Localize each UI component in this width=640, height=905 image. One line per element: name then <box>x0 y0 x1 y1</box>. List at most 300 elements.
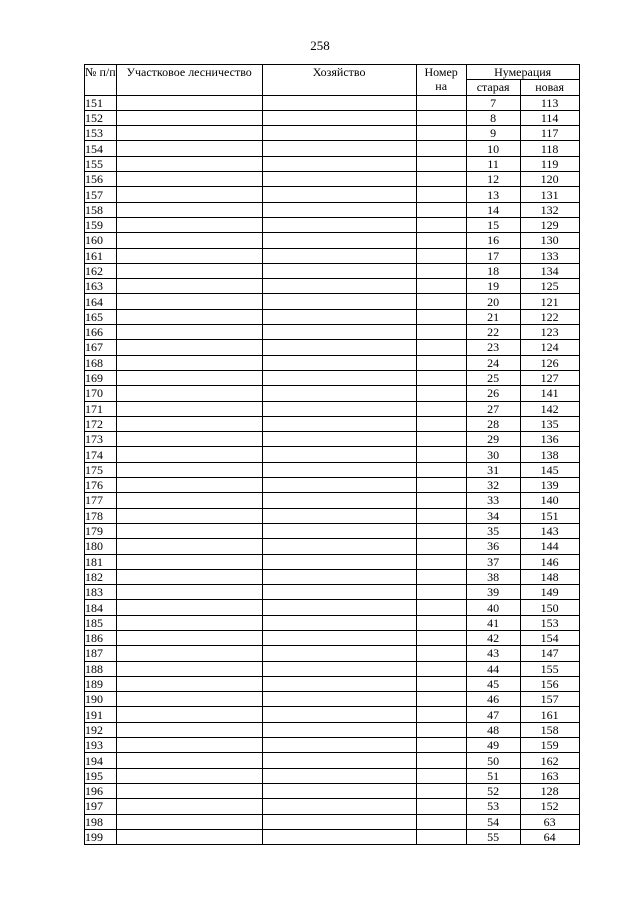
cell-farm <box>262 569 416 584</box>
cell-old-number: 32 <box>466 478 520 493</box>
cell-new-number: 150 <box>520 600 579 615</box>
cell-farm <box>262 768 416 783</box>
table-row <box>85 416 580 431</box>
table-row <box>85 187 580 202</box>
cell-row-number: 159 <box>85 217 117 232</box>
cell-number <box>416 95 466 110</box>
cell-forestry <box>116 141 262 156</box>
cell-farm <box>262 676 416 691</box>
cell-farm <box>262 401 416 416</box>
cell-old-number: 8 <box>466 110 520 125</box>
cell-row-number: 179 <box>85 523 117 538</box>
cell-new-number: 157 <box>520 692 579 707</box>
table-row <box>85 309 580 324</box>
cell-old-number: 15 <box>466 217 520 232</box>
cell-forestry <box>116 783 262 798</box>
table-row <box>85 462 580 477</box>
table-row <box>85 110 580 125</box>
table-row <box>85 432 580 447</box>
cell-farm <box>262 493 416 508</box>
cell-new-number: 163 <box>520 768 579 783</box>
cell-forestry <box>116 554 262 569</box>
cell-new-number: 131 <box>520 187 579 202</box>
header-forestry: Участковое лесничество <box>116 65 262 96</box>
numbering-table <box>84 64 580 845</box>
cell-farm <box>262 217 416 232</box>
cell-farm <box>262 263 416 278</box>
cell-forestry <box>116 707 262 722</box>
cell-row-number: 195 <box>85 768 117 783</box>
cell-forestry <box>116 95 262 110</box>
table-row <box>85 325 580 340</box>
cell-row-number: 185 <box>85 615 117 630</box>
cell-number <box>416 325 466 340</box>
cell-row-number: 165 <box>85 309 117 324</box>
cell-number <box>416 447 466 462</box>
cell-old-number: 37 <box>466 554 520 569</box>
header-farm: Хозяйство <box>262 65 416 96</box>
cell-new-number: 153 <box>520 615 579 630</box>
cell-new-number: 151 <box>520 508 579 523</box>
cell-old-number: 31 <box>466 462 520 477</box>
cell-row-number: 199 <box>85 829 117 844</box>
cell-number <box>416 279 466 294</box>
cell-number <box>416 768 466 783</box>
table-row <box>85 646 580 661</box>
cell-row-number: 183 <box>85 585 117 600</box>
table-row <box>85 692 580 707</box>
table-row <box>85 829 580 844</box>
cell-old-number: 46 <box>466 692 520 707</box>
header-new: новая <box>520 80 579 95</box>
cell-farm <box>262 707 416 722</box>
table-row <box>85 768 580 783</box>
table-row <box>85 401 580 416</box>
cell-farm <box>262 248 416 263</box>
cell-forestry <box>116 753 262 768</box>
cell-forestry <box>116 447 262 462</box>
cell-row-number: 153 <box>85 126 117 141</box>
cell-row-number: 175 <box>85 462 117 477</box>
cell-new-number: 122 <box>520 309 579 324</box>
cell-farm <box>262 416 416 431</box>
cell-number <box>416 294 466 309</box>
table-row <box>85 630 580 645</box>
cell-new-number: 154 <box>520 630 579 645</box>
cell-new-number: 146 <box>520 554 579 569</box>
cell-number <box>416 600 466 615</box>
table-row <box>85 554 580 569</box>
cell-row-number: 168 <box>85 355 117 370</box>
cell-new-number: 145 <box>520 462 579 477</box>
cell-old-number: 51 <box>466 768 520 783</box>
cell-row-number: 181 <box>85 554 117 569</box>
cell-new-number: 127 <box>520 370 579 385</box>
cell-old-number: 41 <box>466 615 520 630</box>
cell-row-number: 152 <box>85 110 117 125</box>
cell-farm <box>262 478 416 493</box>
cell-number <box>416 661 466 676</box>
cell-forestry <box>116 539 262 554</box>
cell-number <box>416 630 466 645</box>
cell-new-number: 125 <box>520 279 579 294</box>
cell-old-number: 19 <box>466 279 520 294</box>
cell-farm <box>262 202 416 217</box>
cell-row-number: 196 <box>85 783 117 798</box>
cell-old-number: 29 <box>466 432 520 447</box>
cell-farm <box>262 646 416 661</box>
table-row <box>85 217 580 232</box>
cell-new-number: 156 <box>520 676 579 691</box>
cell-row-number: 161 <box>85 248 117 263</box>
cell-new-number: 149 <box>520 585 579 600</box>
cell-farm <box>262 738 416 753</box>
cell-forestry <box>116 370 262 385</box>
cell-farm <box>262 554 416 569</box>
cell-row-number: 157 <box>85 187 117 202</box>
cell-row-number: 166 <box>85 325 117 340</box>
cell-new-number: 63 <box>520 814 579 829</box>
cell-farm <box>262 386 416 401</box>
cell-number <box>416 370 466 385</box>
cell-forestry <box>116 156 262 171</box>
cell-number <box>416 539 466 554</box>
cell-forestry <box>116 110 262 125</box>
cell-farm <box>262 783 416 798</box>
cell-forestry <box>116 386 262 401</box>
table-row <box>85 707 580 722</box>
cell-old-number: 11 <box>466 156 520 171</box>
cell-farm <box>262 340 416 355</box>
cell-forestry <box>116 172 262 187</box>
cell-new-number: 113 <box>520 95 579 110</box>
cell-farm <box>262 156 416 171</box>
cell-number <box>416 187 466 202</box>
table-row <box>85 263 580 278</box>
cell-forestry <box>116 829 262 844</box>
cell-number <box>416 340 466 355</box>
cell-new-number: 135 <box>520 416 579 431</box>
cell-row-number: 190 <box>85 692 117 707</box>
cell-farm <box>262 661 416 676</box>
table-row <box>85 233 580 248</box>
cell-row-number: 171 <box>85 401 117 416</box>
cell-old-number: 7 <box>466 95 520 110</box>
table-row <box>85 799 580 814</box>
cell-row-number: 197 <box>85 799 117 814</box>
header-old: старая <box>466 80 520 95</box>
table-row <box>85 676 580 691</box>
table-row <box>85 95 580 110</box>
table-row <box>85 661 580 676</box>
cell-old-number: 20 <box>466 294 520 309</box>
cell-farm <box>262 630 416 645</box>
table-row <box>85 783 580 798</box>
cell-new-number: 123 <box>520 325 579 340</box>
cell-forestry <box>116 585 262 600</box>
header-number-line1: Номер <box>424 65 458 79</box>
cell-number <box>416 615 466 630</box>
cell-farm <box>262 753 416 768</box>
table-row <box>85 202 580 217</box>
cell-new-number: 133 <box>520 248 579 263</box>
cell-old-number: 47 <box>466 707 520 722</box>
cell-farm <box>262 615 416 630</box>
cell-farm <box>262 585 416 600</box>
cell-old-number: 27 <box>466 401 520 416</box>
table-row <box>85 523 580 538</box>
cell-new-number: 134 <box>520 263 579 278</box>
cell-forestry <box>116 630 262 645</box>
cell-new-number: 152 <box>520 799 579 814</box>
cell-farm <box>262 141 416 156</box>
cell-new-number: 139 <box>520 478 579 493</box>
cell-row-number: 162 <box>85 263 117 278</box>
cell-number <box>416 432 466 447</box>
cell-farm <box>262 722 416 737</box>
cell-number <box>416 722 466 737</box>
cell-old-number: 55 <box>466 829 520 844</box>
cell-number <box>416 202 466 217</box>
cell-new-number: 132 <box>520 202 579 217</box>
cell-forestry <box>116 799 262 814</box>
cell-old-number: 49 <box>466 738 520 753</box>
cell-forestry <box>116 263 262 278</box>
cell-forestry <box>116 217 262 232</box>
table-row <box>85 585 580 600</box>
cell-farm <box>262 462 416 477</box>
table-row <box>85 141 580 156</box>
cell-number <box>416 508 466 523</box>
cell-forestry <box>116 279 262 294</box>
cell-forestry <box>116 676 262 691</box>
cell-row-number: 169 <box>85 370 117 385</box>
cell-row-number: 170 <box>85 386 117 401</box>
cell-old-number: 38 <box>466 569 520 584</box>
cell-number <box>416 233 466 248</box>
cell-old-number: 35 <box>466 523 520 538</box>
cell-number <box>416 141 466 156</box>
cell-forestry <box>116 325 262 340</box>
cell-farm <box>262 447 416 462</box>
table-row <box>85 738 580 753</box>
cell-row-number: 154 <box>85 141 117 156</box>
cell-row-number: 177 <box>85 493 117 508</box>
cell-forestry <box>116 462 262 477</box>
cell-farm <box>262 126 416 141</box>
cell-old-number: 25 <box>466 370 520 385</box>
cell-old-number: 28 <box>466 416 520 431</box>
cell-farm <box>262 294 416 309</box>
cell-old-number: 52 <box>466 783 520 798</box>
header-row-number: № п/п <box>85 65 117 96</box>
cell-farm <box>262 233 416 248</box>
cell-row-number: 193 <box>85 738 117 753</box>
table-body <box>85 95 580 845</box>
cell-number <box>416 309 466 324</box>
cell-farm <box>262 600 416 615</box>
cell-new-number: 138 <box>520 447 579 462</box>
cell-forestry <box>116 523 262 538</box>
cell-old-number: 24 <box>466 355 520 370</box>
cell-farm <box>262 370 416 385</box>
cell-forestry <box>116 401 262 416</box>
cell-number <box>416 738 466 753</box>
cell-farm <box>262 692 416 707</box>
cell-forestry <box>116 340 262 355</box>
table-row <box>85 753 580 768</box>
cell-old-number: 12 <box>466 172 520 187</box>
cell-farm <box>262 508 416 523</box>
cell-farm <box>262 799 416 814</box>
cell-new-number: 129 <box>520 217 579 232</box>
cell-row-number: 156 <box>85 172 117 187</box>
cell-row-number: 178 <box>85 508 117 523</box>
cell-forestry <box>116 615 262 630</box>
cell-number <box>416 676 466 691</box>
cell-old-number: 50 <box>466 753 520 768</box>
cell-old-number: 48 <box>466 722 520 737</box>
cell-row-number: 174 <box>85 447 117 462</box>
cell-old-number: 36 <box>466 539 520 554</box>
cell-forestry <box>116 722 262 737</box>
cell-row-number: 188 <box>85 661 117 676</box>
table-row <box>85 814 580 829</box>
cell-number <box>416 462 466 477</box>
cell-forestry <box>116 187 262 202</box>
cell-farm <box>262 539 416 554</box>
cell-new-number: 159 <box>520 738 579 753</box>
cell-forestry <box>116 493 262 508</box>
cell-new-number: 126 <box>520 355 579 370</box>
cell-farm <box>262 814 416 829</box>
cell-old-number: 44 <box>466 661 520 676</box>
cell-number <box>416 692 466 707</box>
table-row <box>85 478 580 493</box>
cell-new-number: 64 <box>520 829 579 844</box>
cell-forestry <box>116 126 262 141</box>
cell-row-number: 173 <box>85 432 117 447</box>
cell-old-number: 23 <box>466 340 520 355</box>
cell-number <box>416 355 466 370</box>
cell-new-number: 117 <box>520 126 579 141</box>
cell-old-number: 40 <box>466 600 520 615</box>
table-row <box>85 386 580 401</box>
cell-new-number: 162 <box>520 753 579 768</box>
cell-farm <box>262 355 416 370</box>
cell-old-number: 9 <box>466 126 520 141</box>
cell-number <box>416 248 466 263</box>
cell-old-number: 42 <box>466 630 520 645</box>
cell-number <box>416 799 466 814</box>
cell-number <box>416 646 466 661</box>
table-row <box>85 172 580 187</box>
cell-new-number: 121 <box>520 294 579 309</box>
cell-number <box>416 478 466 493</box>
cell-number <box>416 569 466 584</box>
cell-new-number: 155 <box>520 661 579 676</box>
cell-row-number: 172 <box>85 416 117 431</box>
cell-number <box>416 401 466 416</box>
cell-old-number: 14 <box>466 202 520 217</box>
cell-forestry <box>116 478 262 493</box>
cell-number <box>416 217 466 232</box>
cell-row-number: 158 <box>85 202 117 217</box>
page-number: 258 <box>310 38 330 53</box>
cell-row-number: 176 <box>85 478 117 493</box>
cell-row-number: 194 <box>85 753 117 768</box>
cell-farm <box>262 325 416 340</box>
cell-farm <box>262 829 416 844</box>
cell-number <box>416 523 466 538</box>
cell-row-number: 187 <box>85 646 117 661</box>
table-row <box>85 279 580 294</box>
cell-farm <box>262 309 416 324</box>
cell-forestry <box>116 600 262 615</box>
cell-forestry <box>116 661 262 676</box>
table-row <box>85 600 580 615</box>
cell-new-number: 120 <box>520 172 579 187</box>
cell-row-number: 191 <box>85 707 117 722</box>
cell-old-number: 45 <box>466 676 520 691</box>
cell-old-number: 22 <box>466 325 520 340</box>
table-row <box>85 615 580 630</box>
table-row <box>85 722 580 737</box>
cell-old-number: 10 <box>466 141 520 156</box>
cell-row-number: 163 <box>85 279 117 294</box>
table-row <box>85 355 580 370</box>
header-number-line2: на <box>435 79 448 93</box>
cell-old-number: 54 <box>466 814 520 829</box>
cell-forestry <box>116 416 262 431</box>
table-row <box>85 539 580 554</box>
cell-forestry <box>116 248 262 263</box>
cell-number <box>416 110 466 125</box>
cell-forestry <box>116 294 262 309</box>
cell-new-number: 161 <box>520 707 579 722</box>
cell-number <box>416 493 466 508</box>
cell-forestry <box>116 233 262 248</box>
cell-farm <box>262 432 416 447</box>
cell-row-number: 164 <box>85 294 117 309</box>
cell-old-number: 17 <box>466 248 520 263</box>
cell-forestry <box>116 202 262 217</box>
cell-new-number: 118 <box>520 141 579 156</box>
cell-forestry <box>116 738 262 753</box>
cell-forestry <box>116 432 262 447</box>
table-row <box>85 569 580 584</box>
cell-number <box>416 416 466 431</box>
cell-new-number: 144 <box>520 539 579 554</box>
cell-new-number: 114 <box>520 110 579 125</box>
cell-old-number: 34 <box>466 508 520 523</box>
cell-farm <box>262 172 416 187</box>
cell-old-number: 18 <box>466 263 520 278</box>
cell-row-number: 167 <box>85 340 117 355</box>
table-row <box>85 340 580 355</box>
cell-row-number: 198 <box>85 814 117 829</box>
cell-old-number: 43 <box>466 646 520 661</box>
cell-number <box>416 707 466 722</box>
cell-number <box>416 172 466 187</box>
cell-new-number: 158 <box>520 722 579 737</box>
cell-row-number: 192 <box>85 722 117 737</box>
cell-new-number: 141 <box>520 386 579 401</box>
cell-farm <box>262 187 416 202</box>
cell-new-number: 147 <box>520 646 579 661</box>
cell-old-number: 39 <box>466 585 520 600</box>
table-row <box>85 370 580 385</box>
